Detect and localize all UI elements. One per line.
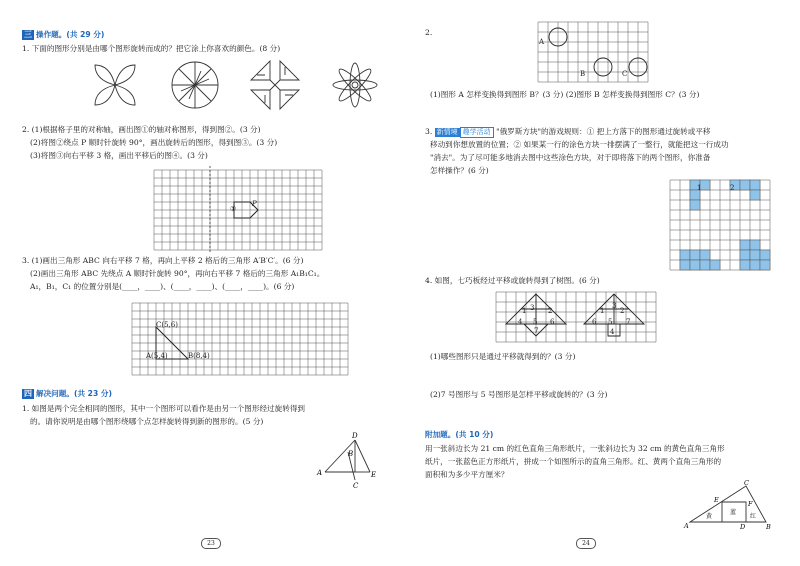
tangram-left-n1: 1	[522, 307, 527, 315]
segmented-circle-figure	[172, 62, 218, 108]
tangram-right-n3: 3	[612, 302, 617, 310]
r-q3-line1-text: "俄罗斯方块"的游戏规则：① 把上方落下的图形通过旋转或平移	[496, 127, 711, 136]
section2-title: 解决问题。(共 23 分)	[36, 389, 112, 398]
s2q1-label-d: D	[352, 432, 358, 440]
bonus-label-c: C	[744, 479, 749, 487]
bonus-label-a: A	[684, 522, 689, 530]
tetris-grid	[670, 180, 770, 270]
q2-figure1-label: ①	[230, 205, 237, 213]
section1-number: 三	[24, 30, 32, 39]
section1-heading	[22, 30, 104, 40]
r-q3-line3: "消去"。为了尽可能多地消去图中这些涂色方块，对于即将落下的两个图形，你准备	[430, 153, 711, 162]
section2-number: 四	[24, 389, 32, 398]
q3-line1: 3. (1)画出三角形 ABC 向右平移 7 格，再向上平移 2 格后的三角形 A′B′C′。(6 分)	[22, 256, 304, 265]
page-number-left: 23	[201, 538, 221, 549]
right-page	[400, 0, 800, 566]
r-q3-line4: 怎样操作？(6 分)	[430, 166, 489, 175]
bonus-yellow-label: 黄	[706, 513, 713, 520]
tangram-left-n7: 7	[534, 327, 539, 335]
r-q2-label-a: A	[539, 38, 545, 46]
r-q3-tag-new: 新情境	[436, 128, 458, 136]
pinwheel-figure	[95, 65, 135, 105]
bonus-label-f: F	[748, 500, 753, 508]
tetris-piece2-label: 2	[730, 184, 735, 192]
s2q1-line2: 的。请你说明是由哪个图形绕哪个点怎样旋转得到新的图形的。(5 分)	[30, 417, 264, 426]
r-q4-sub1: (1)哪些图形只是通过平移就得到的？(3 分)	[430, 352, 576, 361]
tetris-piece1-label: 1	[697, 184, 702, 192]
tangram-left-n2: 2	[548, 307, 553, 315]
star-flower-figure	[333, 63, 377, 107]
r-q2-text: (1)图形 A 怎样变换得到图形 B？(3 分) (2)图形 B 怎样变换得到图形 C？(3 分)	[430, 90, 700, 99]
r-q2-label-b: B	[580, 70, 586, 78]
bonus-label-d: D	[740, 523, 746, 531]
q3-line3: A₁，B₁，C₁ 的位置分别是(____，____)、(____，____)、(____，____)。(6 分)	[30, 282, 295, 291]
q2-grid	[154, 170, 324, 252]
diamond-cross-figure	[251, 61, 299, 109]
r-q3-tag-activity: 趣学活动	[460, 127, 494, 138]
tangram-right-n5: 5	[608, 318, 613, 326]
q3-point-b-label: B(8,4)	[188, 352, 210, 360]
s2q1-line1: 1. 如图是两个完全相同的图形，其中一个图形可以看作是由另一个图形经过旋转得到	[22, 404, 306, 413]
s2q1-triangle-figure	[315, 432, 385, 492]
s2q1-label-c: C	[353, 482, 359, 490]
s2q1-label-b: B	[348, 450, 354, 458]
tangram-right-n1: 1	[600, 307, 605, 315]
section2-heading	[22, 389, 112, 399]
tangram-right-n2: 2	[620, 307, 625, 315]
bonus-line2: 纸片，一张蓝色正方形纸片，拼成一个如图所示的直角三角形。红、黄两个直角三角形的	[425, 457, 722, 466]
bonus-label-b: B	[766, 523, 771, 531]
section1-title: 操作题。(共 29 分)	[36, 30, 105, 39]
tangram-left-n5: 5	[533, 318, 538, 326]
tangram-right-n7: 7	[626, 318, 631, 326]
q3-point-c-label: C(5,6)	[156, 321, 178, 329]
r-q4-sub2: (2)7 号图形与 5 号图形是怎样平移或旋转的？(3 分)	[430, 390, 608, 399]
r-q3-number: 3.	[425, 127, 433, 136]
r-q2-label-c: C	[622, 70, 628, 78]
bonus-triangle-figure	[684, 480, 774, 530]
r-q3-line1	[425, 127, 711, 138]
q2-line1: 2. (1)根据格子里的对称轴，画出图①的轴对称图形，得到图②。(3 分)	[22, 125, 261, 134]
bonus-title: 附加题。(共 10 分)	[425, 430, 494, 439]
tangram-right-n4: 4	[610, 328, 615, 336]
r-q4-line: 4. 如图，七巧板经过平移或旋转得到了树图。(6 分)	[425, 276, 600, 285]
q3-grid	[132, 303, 352, 381]
q3-point-a-label: A(5,4)	[146, 352, 168, 360]
tangram-right-n6: 6	[592, 318, 597, 326]
q2-point-p-label: P	[252, 200, 257, 208]
q1-text: 1. 下面的图形分别是由哪个图形旋转而成的？把它涂上你喜欢的颜色。(8 分)	[22, 44, 281, 53]
bonus-line1: 用一张斜边长为 21 cm 的红色直角三角形纸片，一张斜边长为 32 cm 的黄色直角三角形	[425, 444, 725, 453]
q3-line2: (2)画出三角形 ABC 先绕点 A 顺时针旋转 90°，再向右平移 7 格后的三角形 A₁B₁C₁。	[30, 269, 325, 278]
page-number-right: 24	[576, 538, 596, 549]
r-q2-grid	[538, 22, 648, 82]
s2q1-label-a: A	[317, 469, 323, 477]
q1-figures	[80, 60, 420, 110]
s2q1-label-e: E	[371, 471, 377, 479]
q2-line3: (3)将图③向右平移 3 格，画出平移后的图④。(3 分)	[30, 151, 208, 160]
tangram-left-n6: 6	[550, 318, 555, 326]
r-q3-line2: 移动到你想放置的位置；② 如果某一行的涂色方块一排摆满了一整行，就能把这一行成功	[430, 140, 729, 149]
bonus-blue-label: 蓝	[730, 509, 737, 516]
bonus-line3: 面积和为多少平方厘米？	[425, 470, 509, 479]
bonus-label-e: E	[714, 496, 719, 504]
bonus-red-label: 红	[750, 513, 757, 520]
tangram-left-n3: 3	[530, 304, 535, 312]
tangram-left-n4: 4	[518, 318, 523, 326]
q2-line2: (2)将图②绕点 P 顺时针旋转 90°，画出旋转后的图形，得到图③。(3 分)	[30, 138, 278, 147]
r-q2-number: 2.	[425, 28, 433, 37]
